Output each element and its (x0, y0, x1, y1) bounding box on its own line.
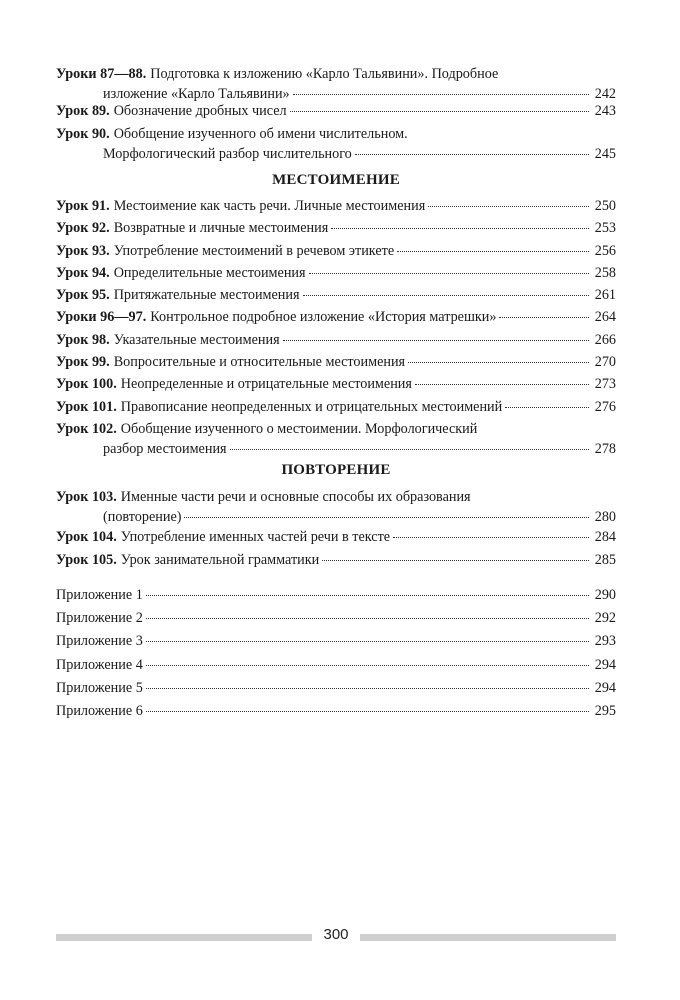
toc-entry (56, 101, 616, 121)
dot-leader (230, 449, 589, 450)
appendix-entry (56, 655, 616, 678)
page-number: 284 (594, 529, 616, 545)
lesson-title-cont: Морфологический разбор числительного (103, 146, 352, 162)
lesson-label: Урок 99. (56, 354, 110, 371)
dot-leader (146, 595, 589, 596)
lesson-label: Уроки 87—88. (56, 66, 147, 82)
dot-leader (499, 317, 589, 318)
page-number: 278 (594, 440, 616, 457)
lesson-title: Урок занимательной грамматики (120, 552, 320, 568)
appendix-title: Приложение 6 (56, 702, 143, 719)
toc-entry (56, 330, 616, 352)
lesson-label: Урок 91. (56, 198, 110, 214)
toc-entry (56, 352, 616, 374)
appendix-title: Приложение 2 (56, 610, 143, 627)
page-number: 276 (594, 398, 616, 415)
dot-leader (322, 560, 589, 561)
dot-leader (184, 517, 589, 518)
lesson-title: Притяжательные местоимения (113, 287, 300, 304)
lesson-title-cont: изложение «Карло Тальявини» (103, 86, 290, 102)
page-number: 293 (594, 633, 616, 650)
page-number: 242 (594, 86, 616, 102)
lesson-title: Подготовка к изложению «Карло Тальявини». Подробное (150, 66, 499, 82)
page-number: 290 (594, 587, 616, 603)
lesson-label: Урок 105. (56, 552, 117, 568)
dot-leader (146, 711, 589, 712)
dot-leader (331, 228, 589, 229)
dot-leader (283, 340, 589, 341)
appendix-title: Приложение 1 (56, 587, 143, 603)
page-number: 243 (594, 103, 616, 119)
page-number: 294 (594, 679, 616, 696)
page-number: 285 (594, 552, 616, 568)
page-number: 273 (594, 376, 616, 393)
section-heading: ПОВТОРЕНИЕ (281, 462, 391, 478)
lesson-label: Урок 93. (56, 242, 110, 259)
page-number: 270 (594, 354, 616, 371)
toc-entry (56, 124, 616, 164)
page-number: 292 (594, 610, 616, 627)
toc-entry (56, 285, 616, 307)
lesson-label: Урок 102. (56, 420, 117, 437)
dot-leader (293, 94, 589, 95)
lesson-title-cont: разбор местоимения (103, 440, 227, 457)
appendix-entry (56, 678, 616, 701)
lesson-title: Возвратные и личные местоимения (113, 220, 329, 237)
toc-entry (56, 218, 616, 240)
page-number: 280 (594, 509, 616, 525)
page-number: 245 (594, 146, 616, 162)
lesson-title: Употребление именных частей речи в тексте (120, 529, 391, 545)
dot-leader (146, 641, 589, 642)
lesson-label: Урок 98. (56, 331, 110, 348)
lesson-label: Урок 94. (56, 264, 110, 281)
page-footer (56, 928, 616, 944)
dot-leader (428, 206, 589, 207)
lesson-title: Вопросительные и относительные местоимения (113, 354, 406, 371)
lesson-title: Употребление местоимений в речевом этикете (113, 242, 395, 259)
lesson-label: Урок 90. (56, 126, 110, 142)
lesson-label: Уроки 96—97. (56, 309, 147, 326)
lesson-title: Местоимение как часть речи. Личные местоимения (113, 198, 426, 214)
toc-entry (56, 397, 616, 419)
appendix-entry (56, 631, 616, 654)
lesson-title: Указательные местоимения (113, 331, 280, 348)
dot-leader (397, 251, 589, 252)
appendix-title: Приложение 3 (56, 633, 143, 650)
page-number: 261 (594, 287, 616, 304)
page-number: 266 (594, 331, 616, 348)
dot-leader (146, 688, 589, 689)
toc-entry (56, 487, 616, 527)
toc-entry (56, 241, 616, 263)
lesson-title: Именные части речи и основные способы их образования (120, 489, 471, 505)
toc-entry (56, 527, 616, 547)
section-pronoun-entries (56, 196, 616, 459)
dot-leader (408, 362, 589, 363)
section-heading: МЕСТОИМЕНИЕ (272, 172, 400, 188)
toc-entry (56, 419, 616, 459)
appendix-list (56, 585, 616, 724)
dot-leader (415, 384, 589, 385)
dot-leader (393, 537, 589, 538)
lesson-title: Неопределенные и отрицательные местоимения (120, 376, 412, 393)
toc-entry (56, 263, 616, 285)
lesson-title-cont: (повторение) (103, 509, 182, 525)
dot-leader (505, 407, 589, 408)
page-number: 294 (594, 656, 616, 673)
appendix-title: Приложение 5 (56, 679, 143, 696)
lesson-label: Урок 103. (56, 489, 117, 505)
toc-entry (56, 550, 616, 570)
lesson-title: Обобщение изученного об имени числительном. (113, 126, 408, 142)
page-number-footer: 300 (323, 926, 349, 943)
lesson-label: Урок 89. (56, 103, 110, 119)
page-number: 250 (594, 198, 616, 214)
dot-leader (146, 618, 589, 619)
lesson-label: Урок 100. (56, 376, 117, 393)
appendix-entry (56, 701, 616, 724)
lesson-label: Урок 101. (56, 398, 117, 415)
lesson-label: Урок 104. (56, 529, 117, 545)
dot-leader (290, 111, 589, 112)
appendix-title: Приложение 4 (56, 656, 143, 673)
dot-leader (146, 665, 589, 666)
dot-leader (309, 273, 589, 274)
page-number: 264 (594, 309, 616, 326)
page-number: 295 (594, 702, 616, 719)
toc-entry (56, 374, 616, 396)
page-number: 253 (594, 220, 616, 237)
lesson-title: Контрольное подробное изложение «История матрешки» (150, 309, 497, 326)
lesson-label: Урок 92. (56, 220, 110, 237)
lesson-title: Обозначение дробных чисел (113, 103, 287, 119)
lesson-label: Урок 95. (56, 287, 110, 304)
lesson-title: Обобщение изученного о местоимении. Морфологический (120, 420, 478, 437)
page-number: 258 (594, 264, 616, 281)
lesson-title: Правописание неопределенных и отрицательных местоимений (120, 398, 503, 415)
appendix-entry (56, 585, 616, 608)
appendix-entry (56, 608, 616, 631)
dot-leader (303, 295, 589, 296)
toc-entry (56, 196, 616, 218)
page-number: 256 (594, 242, 616, 259)
toc-entry (56, 307, 616, 329)
toc-entry (56, 64, 616, 104)
lesson-title: Определительные местоимения (113, 264, 306, 281)
dot-leader (355, 154, 589, 155)
